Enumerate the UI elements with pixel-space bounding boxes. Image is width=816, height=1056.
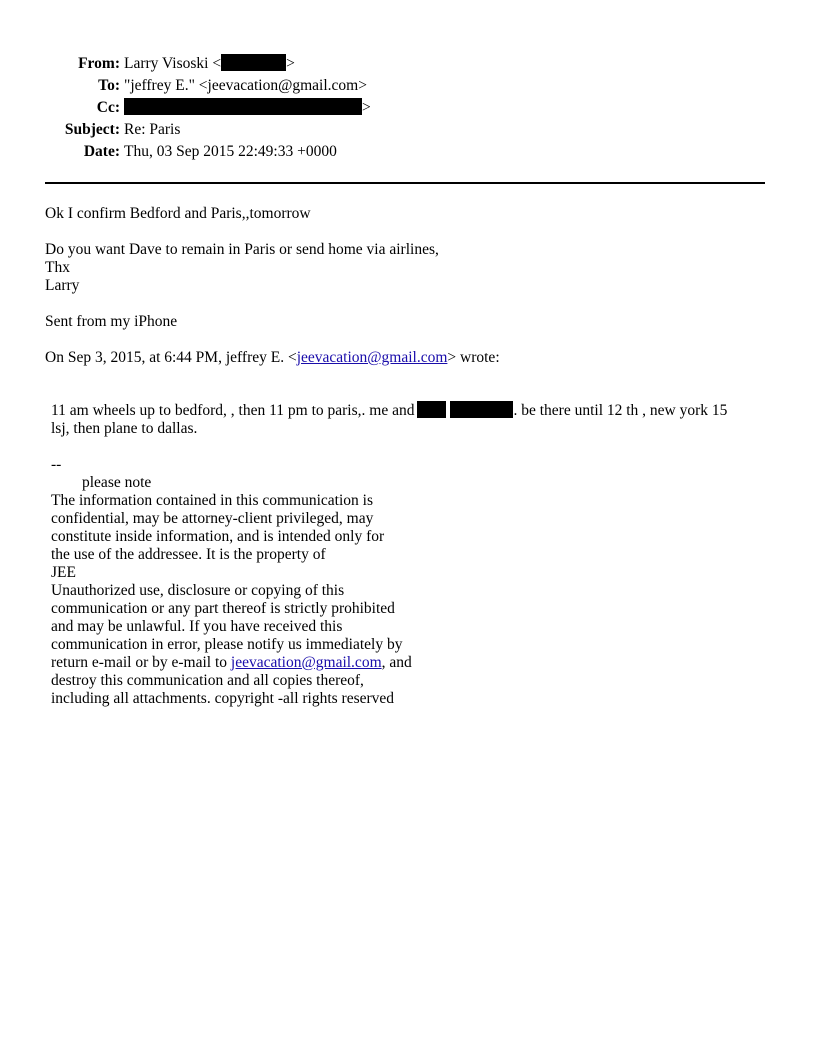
quoted-line-2: lsj, then plane to dallas. [51,420,198,437]
redaction-box [417,401,446,418]
quote-attribution [45,349,775,367]
disclaimer-line: confidential, may be attorney-client privileged, may [51,510,374,527]
header-divider [45,182,765,184]
disclaimer-return-line [51,654,771,672]
disclaimer-line: communication in error, please notify us immediately by [51,636,403,653]
disclaimer-line: the use of the addressee. It is the property of [51,546,326,563]
cc-tail: > [362,99,371,116]
disclaimer-line: constitute inside information, and is intended only for [51,528,385,545]
disclaimer-line: including all attachments. copyright -all rights reserved [51,690,395,707]
blank-line [51,438,771,456]
attribution-prefix: On Sep 3, 2015, at 6:44 PM, jeffrey E. < [45,349,297,366]
note-title: please note [82,474,152,491]
disclaimer-line: destroy this communication and all copies thereof, [51,672,364,689]
redaction-box [450,401,513,418]
from-name: Larry Visoski < [124,55,222,72]
disclaimer-line: The information contained in this communication is [51,492,373,509]
cc-value [124,97,371,119]
reply-line-3: Thx [45,259,70,276]
reply-line-1: Ok I confirm Bedford and Paris,,tomorrow [45,205,311,222]
date-label: Date: [83,143,120,160]
subject-value: Re: Paris [124,121,181,138]
attribution-email-link[interactable]: jeevacation@gmail.com [296,349,448,366]
from-value [124,53,295,75]
redaction-box [221,54,286,71]
return-suffix: , and [381,654,412,671]
quoted-text-part1: 11 am wheels up to bedford, , then 11 pm to paris,. me and [51,402,415,419]
quoted-line-1 [51,401,771,420]
redaction-box [124,98,362,115]
date-value: Thu, 03 Sep 2015 22:49:33 +0000 [124,143,337,160]
disclaimer-line: JEE [51,564,76,581]
disclaimer-line: communication or any part thereof is strictly prohibited [51,600,395,617]
signature-separator: -- [51,456,62,473]
return-prefix: return e-mail or by e-mail to [51,654,231,671]
from-label: From: [78,55,120,72]
disclaimer-email-link[interactable]: jeevacation@gmail.com [230,654,382,671]
disclaimer-line: Unauthorized use, disclosure or copying of this [51,582,345,599]
to-value: "jeffrey E." <jeevacation@gmail.com> [124,77,367,94]
subject-label: Subject: [64,121,120,138]
cc-label: Cc: [96,99,120,116]
to-label: To: [98,77,120,94]
disclaimer-line: and may be unlawful. If you have received this [51,618,343,635]
reply-line-4: Larry [45,277,80,294]
attribution-suffix: > wrote: [447,349,500,366]
quoted-text-part2: . be there until 12 th , new york 15 [513,402,728,419]
from-tail: > [286,55,295,72]
reply-line-2: Do you want Dave to remain in Paris or send home via airlines, [45,241,439,258]
quoted-message [51,401,771,708]
sent-from-signature: Sent from my iPhone [45,313,178,330]
